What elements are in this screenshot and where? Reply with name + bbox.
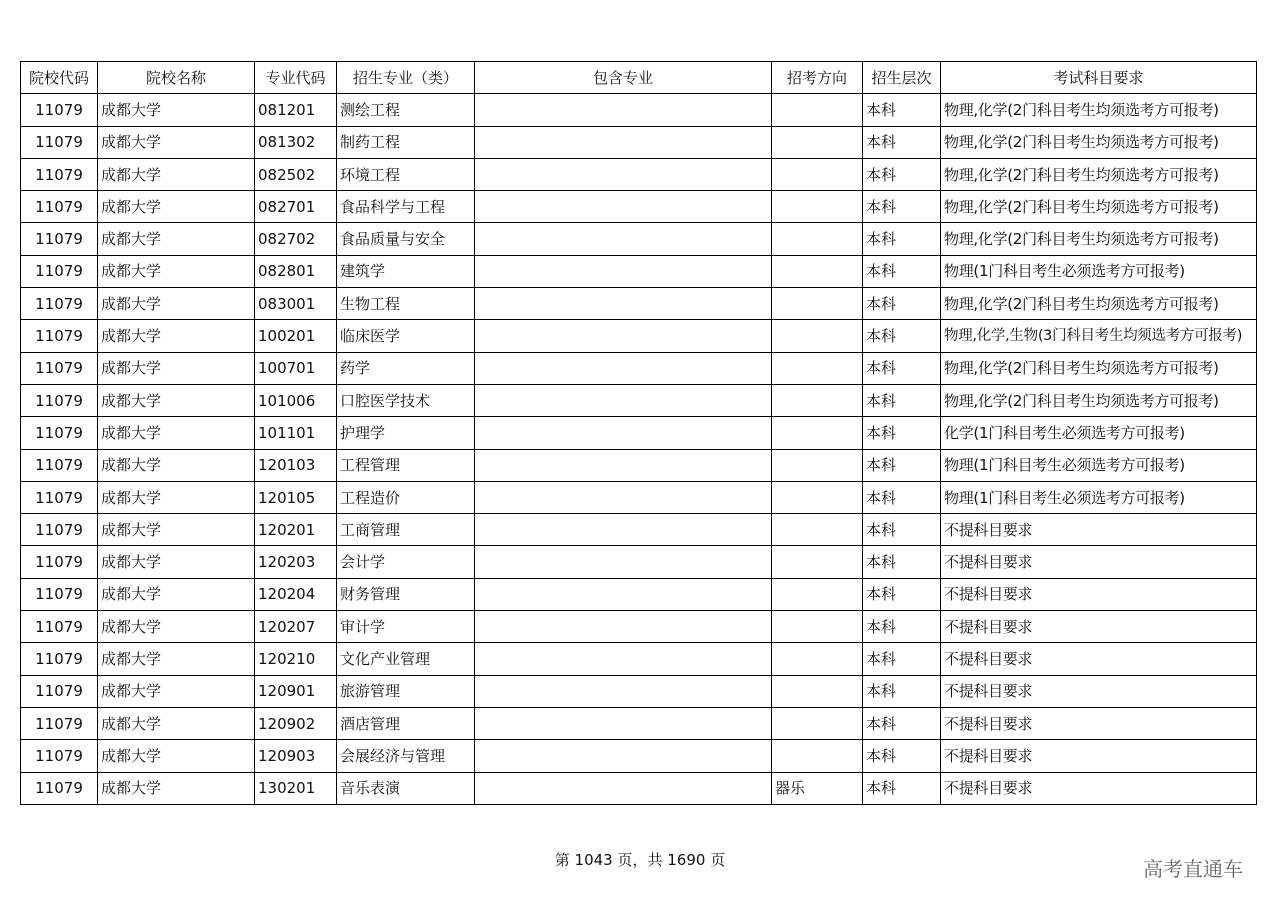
cell-major: 审计学 (337, 611, 475, 643)
cell-direction (772, 481, 863, 513)
cell-school-name: 成都大学 (98, 191, 255, 223)
watermark: 高考直通车 (1143, 857, 1243, 881)
page-number: 第 1043 页，共 1690 页 (554, 851, 726, 869)
cell-direction (772, 643, 863, 675)
table-row (21, 126, 1257, 158)
table-row (21, 514, 1257, 546)
cell-school-code: 11079 (21, 449, 98, 481)
header-level: 招生层次 (863, 62, 941, 94)
cell-school-code: 11079 (21, 191, 98, 223)
cell-level: 本科 (863, 675, 941, 707)
cell-subject-requirement: 不提科目要求 (941, 578, 1257, 610)
cell-subject-requirement: 物理(1门科目考生必须选考方可报考) (941, 481, 1257, 513)
cell-major-code: 082502 (255, 158, 337, 190)
cell-school-name: 成都大学 (98, 417, 255, 449)
table-row (21, 94, 1257, 126)
table-row (21, 417, 1257, 449)
cell-subject-requirement: 不提科目要求 (941, 675, 1257, 707)
cell-major: 工程造价 (337, 481, 475, 513)
cell-major: 药学 (337, 352, 475, 384)
cell-major: 生物工程 (337, 288, 475, 320)
cell-level: 本科 (863, 546, 941, 578)
cell-school-name: 成都大学 (98, 578, 255, 610)
cell-subject-requirement: 化学(1门科目考生必须选考方可报考) (941, 417, 1257, 449)
cell-subject-requirement: 物理,化学,生物(3门科目考生均须选考方可报考) (941, 320, 1257, 352)
table-row (21, 578, 1257, 610)
cell-school-name: 成都大学 (98, 320, 255, 352)
cell-included-majors (475, 546, 772, 578)
cell-subject-requirement: 不提科目要求 (941, 740, 1257, 772)
cell-included-majors (475, 384, 772, 416)
table-row (21, 546, 1257, 578)
header-major-code: 专业代码 (255, 62, 337, 94)
cell-included-majors (475, 740, 772, 772)
cell-major-code: 083001 (255, 288, 337, 320)
cell-school-name: 成都大学 (98, 740, 255, 772)
cell-school-name: 成都大学 (98, 223, 255, 255)
cell-major-code: 130201 (255, 772, 337, 804)
cell-included-majors (475, 158, 772, 190)
cell-direction (772, 417, 863, 449)
cell-subject-requirement: 不提科目要求 (941, 643, 1257, 675)
cell-major: 财务管理 (337, 578, 475, 610)
table-row (21, 320, 1257, 352)
cell-major: 口腔医学技术 (337, 384, 475, 416)
cell-school-code: 11079 (21, 707, 98, 739)
cell-subject-requirement: 物理,化学(2门科目考生均须选考方可报考) (941, 191, 1257, 223)
admission-table (20, 61, 1257, 805)
cell-school-code: 11079 (21, 772, 98, 804)
cell-school-name: 成都大学 (98, 288, 255, 320)
cell-major-code: 120203 (255, 546, 337, 578)
cell-school-code: 11079 (21, 255, 98, 287)
cell-level: 本科 (863, 611, 941, 643)
cell-direction (772, 352, 863, 384)
cell-subject-requirement: 物理(1门科目考生必须选考方可报考) (941, 255, 1257, 287)
cell-school-name: 成都大学 (98, 384, 255, 416)
cell-included-majors (475, 223, 772, 255)
cell-included-majors (475, 288, 772, 320)
cell-school-code: 11079 (21, 223, 98, 255)
cell-level: 本科 (863, 481, 941, 513)
cell-subject-requirement: 物理,化学(2门科目考生均须选考方可报考) (941, 223, 1257, 255)
cell-level: 本科 (863, 158, 941, 190)
cell-direction (772, 320, 863, 352)
cell-direction (772, 384, 863, 416)
cell-major: 食品质量与安全 (337, 223, 475, 255)
cell-direction (772, 288, 863, 320)
cell-included-majors (475, 320, 772, 352)
header-included-majors: 包含专业 (475, 62, 772, 94)
cell-school-name: 成都大学 (98, 514, 255, 546)
cell-subject-requirement: 不提科目要求 (941, 514, 1257, 546)
cell-level: 本科 (863, 320, 941, 352)
cell-major-code: 120103 (255, 449, 337, 481)
cell-subject-requirement: 不提科目要求 (941, 707, 1257, 739)
cell-included-majors (475, 191, 772, 223)
cell-major: 旅游管理 (337, 675, 475, 707)
cell-direction (772, 740, 863, 772)
cell-direction (772, 611, 863, 643)
cell-level: 本科 (863, 255, 941, 287)
table-row (21, 352, 1257, 384)
cell-major-code: 120210 (255, 643, 337, 675)
cell-school-name: 成都大学 (98, 546, 255, 578)
table-row (21, 707, 1257, 739)
cell-major: 文化产业管理 (337, 643, 475, 675)
cell-direction (772, 449, 863, 481)
cell-major: 测绘工程 (337, 94, 475, 126)
cell-major-code: 120903 (255, 740, 337, 772)
cell-major: 制药工程 (337, 126, 475, 158)
table-body (21, 94, 1257, 805)
cell-school-code: 11079 (21, 740, 98, 772)
cell-level: 本科 (863, 417, 941, 449)
cell-level: 本科 (863, 514, 941, 546)
cell-major: 食品科学与工程 (337, 191, 475, 223)
cell-school-name: 成都大学 (98, 158, 255, 190)
cell-level: 本科 (863, 352, 941, 384)
cell-included-majors (475, 675, 772, 707)
cell-major: 会计学 (337, 546, 475, 578)
header-row (21, 62, 1257, 94)
cell-level: 本科 (863, 772, 941, 804)
cell-direction (772, 94, 863, 126)
cell-level: 本科 (863, 643, 941, 675)
cell-major: 音乐表演 (337, 772, 475, 804)
header-subject-requirement: 考试科目要求 (941, 62, 1257, 94)
cell-level: 本科 (863, 578, 941, 610)
cell-major-code: 120105 (255, 481, 337, 513)
cell-major-code: 082701 (255, 191, 337, 223)
cell-school-code: 11079 (21, 546, 98, 578)
cell-school-name: 成都大学 (98, 707, 255, 739)
cell-major: 护理学 (337, 417, 475, 449)
cell-school-code: 11079 (21, 126, 98, 158)
cell-major-code: 082702 (255, 223, 337, 255)
cell-school-name: 成都大学 (98, 643, 255, 675)
header-major: 招生专业（类） (337, 62, 475, 94)
cell-major-code: 120201 (255, 514, 337, 546)
cell-level: 本科 (863, 191, 941, 223)
table-row (21, 191, 1257, 223)
cell-included-majors (475, 514, 772, 546)
cell-subject-requirement: 物理,化学(2门科目考生均须选考方可报考) (941, 94, 1257, 126)
cell-direction: 器乐 (772, 772, 863, 804)
table-row (21, 675, 1257, 707)
cell-level: 本科 (863, 94, 941, 126)
cell-major-code: 100701 (255, 352, 337, 384)
cell-school-name: 成都大学 (98, 126, 255, 158)
table-row (21, 158, 1257, 190)
cell-included-majors (475, 126, 772, 158)
cell-school-code: 11079 (21, 578, 98, 610)
cell-school-name: 成都大学 (98, 449, 255, 481)
cell-direction (772, 191, 863, 223)
cell-subject-requirement: 物理,化学(2门科目考生均须选考方可报考) (941, 158, 1257, 190)
table-row (21, 481, 1257, 513)
cell-subject-requirement: 物理,化学(2门科目考生均须选考方可报考) (941, 352, 1257, 384)
cell-included-majors (475, 643, 772, 675)
cell-school-name: 成都大学 (98, 772, 255, 804)
cell-major-code: 120207 (255, 611, 337, 643)
cell-subject-requirement: 物理(1门科目考生必须选考方可报考) (941, 449, 1257, 481)
cell-major-code: 081201 (255, 94, 337, 126)
cell-school-name: 成都大学 (98, 611, 255, 643)
cell-level: 本科 (863, 449, 941, 481)
cell-included-majors (475, 481, 772, 513)
table-row (21, 449, 1257, 481)
cell-direction (772, 546, 863, 578)
cell-school-code: 11079 (21, 94, 98, 126)
table-row (21, 772, 1257, 804)
cell-school-code: 11079 (21, 320, 98, 352)
cell-school-code: 11079 (21, 384, 98, 416)
cell-major-code: 100201 (255, 320, 337, 352)
cell-major-code: 101006 (255, 384, 337, 416)
cell-included-majors (475, 94, 772, 126)
cell-direction (772, 514, 863, 546)
cell-school-code: 11079 (21, 158, 98, 190)
cell-subject-requirement: 不提科目要求 (941, 772, 1257, 804)
cell-included-majors (475, 417, 772, 449)
cell-level: 本科 (863, 288, 941, 320)
table-row (21, 740, 1257, 772)
cell-major: 建筑学 (337, 255, 475, 287)
cell-major: 临床医学 (337, 320, 475, 352)
table-row (21, 384, 1257, 416)
cell-school-code: 11079 (21, 288, 98, 320)
cell-direction (772, 707, 863, 739)
cell-school-name: 成都大学 (98, 255, 255, 287)
header-school-code: 院校代码 (21, 62, 98, 94)
cell-included-majors (475, 255, 772, 287)
cell-school-name: 成都大学 (98, 94, 255, 126)
cell-school-name: 成都大学 (98, 481, 255, 513)
cell-school-code: 11079 (21, 352, 98, 384)
cell-major: 环境工程 (337, 158, 475, 190)
cell-major-code: 081302 (255, 126, 337, 158)
cell-included-majors (475, 578, 772, 610)
table-row (21, 255, 1257, 287)
cell-school-code: 11079 (21, 514, 98, 546)
cell-major-code: 120901 (255, 675, 337, 707)
cell-level: 本科 (863, 223, 941, 255)
table-row (21, 223, 1257, 255)
cell-level: 本科 (863, 707, 941, 739)
table-row (21, 611, 1257, 643)
cell-direction (772, 158, 863, 190)
cell-school-code: 11079 (21, 675, 98, 707)
header-direction: 招考方向 (772, 62, 863, 94)
cell-direction (772, 126, 863, 158)
cell-direction (772, 255, 863, 287)
cell-school-code: 11079 (21, 481, 98, 513)
cell-school-code: 11079 (21, 643, 98, 675)
cell-subject-requirement: 物理,化学(2门科目考生均须选考方可报考) (941, 384, 1257, 416)
cell-direction (772, 578, 863, 610)
cell-level: 本科 (863, 740, 941, 772)
cell-included-majors (475, 449, 772, 481)
cell-school-name: 成都大学 (98, 352, 255, 384)
header-school-name: 院校名称 (98, 62, 255, 94)
cell-level: 本科 (863, 126, 941, 158)
cell-major: 工商管理 (337, 514, 475, 546)
table-row (21, 288, 1257, 320)
cell-subject-requirement: 物理,化学(2门科目考生均须选考方可报考) (941, 288, 1257, 320)
cell-included-majors (475, 772, 772, 804)
cell-included-majors (475, 707, 772, 739)
cell-major-code: 120902 (255, 707, 337, 739)
cell-included-majors (475, 611, 772, 643)
cell-major: 酒店管理 (337, 707, 475, 739)
cell-major-code: 120204 (255, 578, 337, 610)
cell-school-code: 11079 (21, 417, 98, 449)
cell-school-code: 11079 (21, 611, 98, 643)
cell-level: 本科 (863, 384, 941, 416)
cell-major: 会展经济与管理 (337, 740, 475, 772)
cell-direction (772, 675, 863, 707)
cell-major: 工程管理 (337, 449, 475, 481)
cell-subject-requirement: 不提科目要求 (941, 611, 1257, 643)
cell-subject-requirement: 物理,化学(2门科目考生均须选考方可报考) (941, 126, 1257, 158)
table-row (21, 643, 1257, 675)
cell-major-code: 101101 (255, 417, 337, 449)
cell-subject-requirement: 不提科目要求 (941, 546, 1257, 578)
cell-included-majors (475, 352, 772, 384)
cell-major-code: 082801 (255, 255, 337, 287)
cell-direction (772, 223, 863, 255)
cell-school-name: 成都大学 (98, 675, 255, 707)
